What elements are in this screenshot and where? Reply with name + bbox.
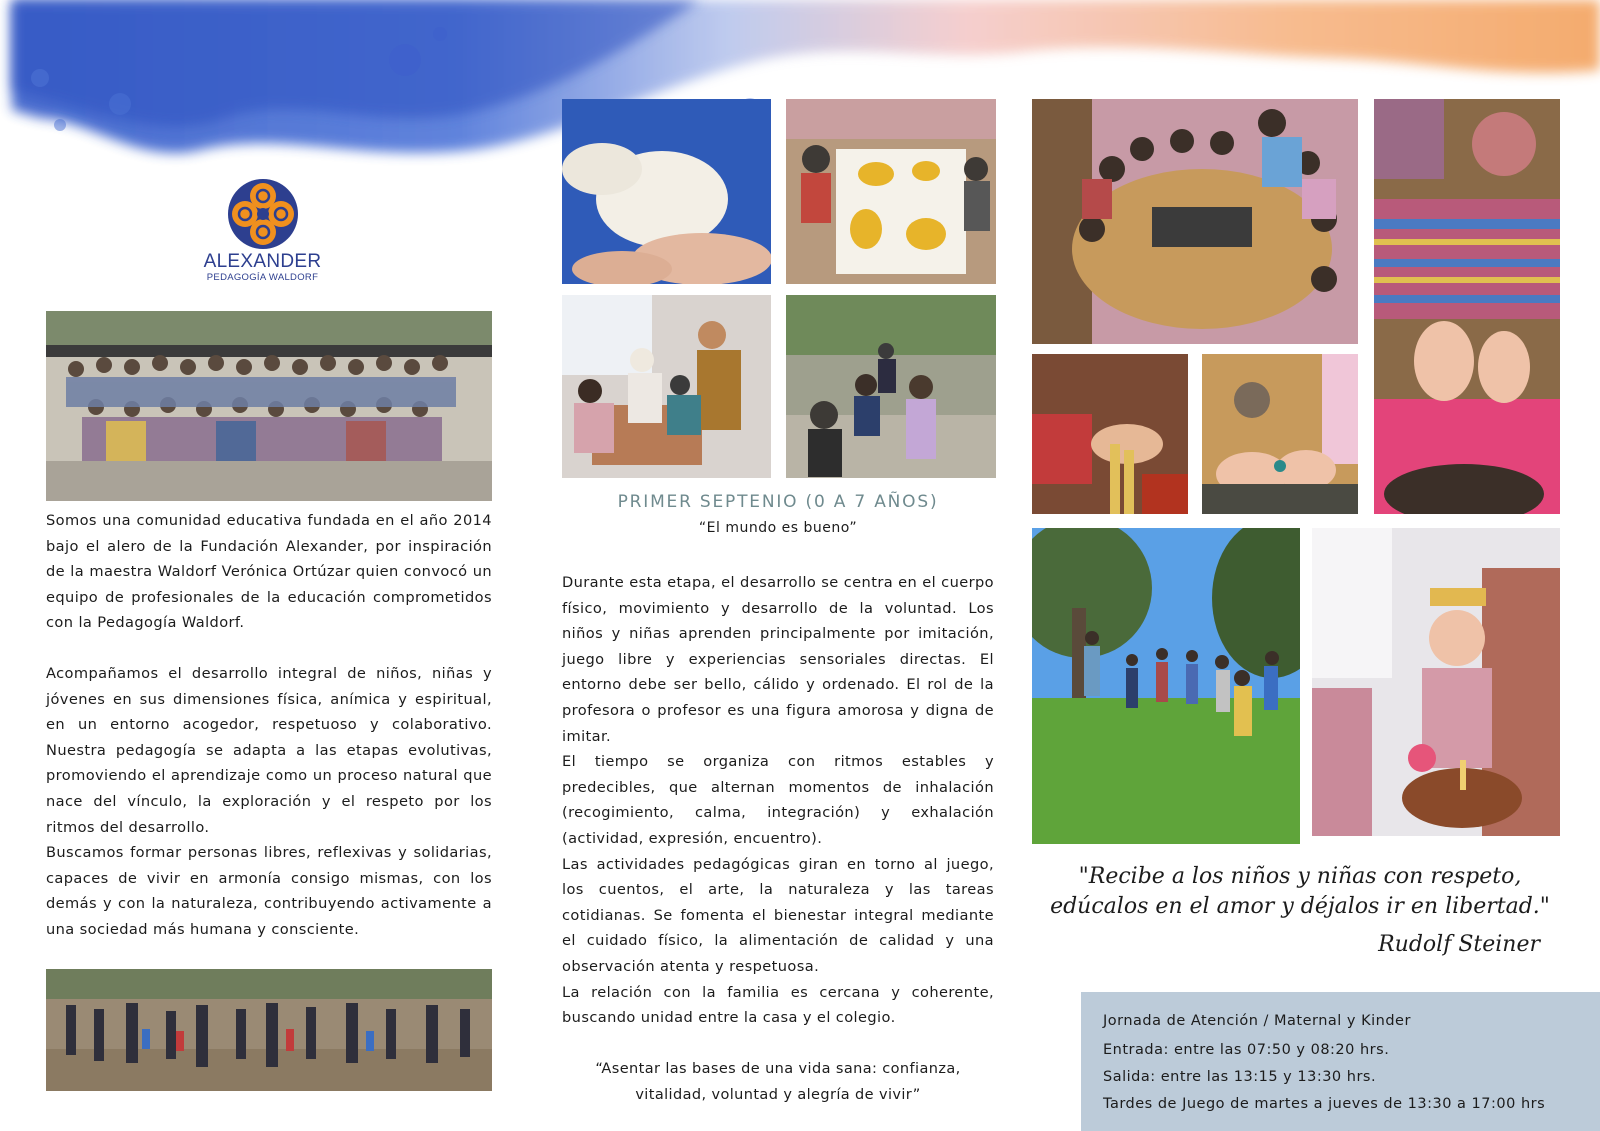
beads-photo	[1202, 354, 1358, 514]
walking-kids-photo	[786, 295, 996, 478]
septenio-paragraph-3: Las actividades pedagógicas giran en torno al juego, los cuentos, el arte, la naturaleza y las tareas cotidianas. Se fomenta el bienestar integral mediante el cuidado físico, la alimentación de calidad y una observación atenta y respetuosa.	[562, 855, 994, 975]
team-photo	[46, 311, 492, 501]
intro-paragraph-1: Somos una comunidad educativa fundada en el año 2014 bajo el alero de la Fundación Alexander, por inspiración de la maestra Waldorf Verónica Ortúzar quien convocó un equipo de profesionales de la educación comprometidos con la Pedagogía Waldorf.	[46, 512, 492, 632]
section-motto: “El mundo es bueno”	[698, 520, 858, 536]
yarn-hands-photo	[1032, 354, 1188, 514]
community-photo	[46, 969, 492, 1091]
septenio-text	[562, 570, 994, 1031]
closing-quote: “Asentar las bases de una vida sana: confianza, vitalidad, voluntad y alegría de vivir”	[595, 1061, 961, 1103]
steiner-quote: "Recibe a los niños y niñas con respeto, edúcalos en el amor y déjalos ir en libertad."	[1050, 864, 1550, 919]
table-activity-photo	[1032, 99, 1358, 344]
intro-text	[46, 508, 492, 943]
park-line-photo	[1032, 528, 1300, 844]
felt-dove-photo	[562, 99, 771, 284]
septenio-paragraph-2: El tiempo se organiza con ritmos estables y predecibles, que alternan momentos de inhalación (recogimiento, calma, integración) y exhalación (actividad, expresión, encuentro).	[562, 753, 994, 847]
septenio-paragraph-1: Durante esta etapa, el desarrollo se centra en el cuerpo físico, movimiento y desarrollo de la voluntad. Los niños y niñas aprenden principalmente por imitación, juego libre y experiencias sensoriales directas. El entorno debe ser bello, cálido y ordenado. El rol de la profesora o profesor es una figura amorosa y digna de imitar.	[562, 574, 994, 745]
logo-subtitle: PEDAGOGÍA WALDORF	[206, 272, 319, 283]
logo-name: ALEXANDER	[203, 251, 322, 272]
schedule-entrada: Entrada: entre las 07:50 y 08:20 hrs.	[1103, 1042, 1390, 1058]
painting-kids-photo	[786, 99, 996, 284]
quote-author: Rudolf Steiner	[1378, 932, 1540, 957]
schedule-salida: Salida: entre las 13:15 y 13:30 hrs.	[1103, 1069, 1377, 1085]
section-title: PRIMER SEPTENIO (0 A 7 AÑOS)	[617, 492, 939, 512]
intro-paragraph-2: Acompañamos el desarrollo integral de niños, niñas y jóvenes en sus dimensiones física, anímica y espiritual, en un entorno acogedor, respetuoso y colaborativo. Nuestra pedagogía se adapta a las etapas evolutivas, promoviendo el aprendizaje como un proceso natural que nace del vínculo, la exploración y el respeto por los ritmos del desarrollo.	[46, 664, 492, 836]
intro-paragraph-3: Buscamos formar personas libres, reflexivas y solidarias, capaces de vivir en armonía consigo mismas, con los demás y con la naturaleza, contribuyendo activamente a una sociedad más humana y consciente.	[46, 844, 492, 938]
schedule-box	[1081, 992, 1600, 1131]
schedule-tardes: Tardes de Juego de martes a jueves de 13:30 a 17:00 hrs	[1103, 1096, 1546, 1112]
birthday-crown-photo	[1312, 528, 1560, 836]
septenio-paragraph-4: La relación con la familia es cercana y coherente, buscando unidad entre la casa y el colegio.	[562, 983, 994, 1027]
weaving-photo	[1374, 99, 1560, 514]
logo-swirl-icon	[227, 178, 299, 250]
schedule-title: Jornada de Atención / Maternal y Kinder	[1103, 1013, 1411, 1029]
classroom-elder-photo	[562, 295, 771, 478]
school-logo	[200, 178, 325, 283]
